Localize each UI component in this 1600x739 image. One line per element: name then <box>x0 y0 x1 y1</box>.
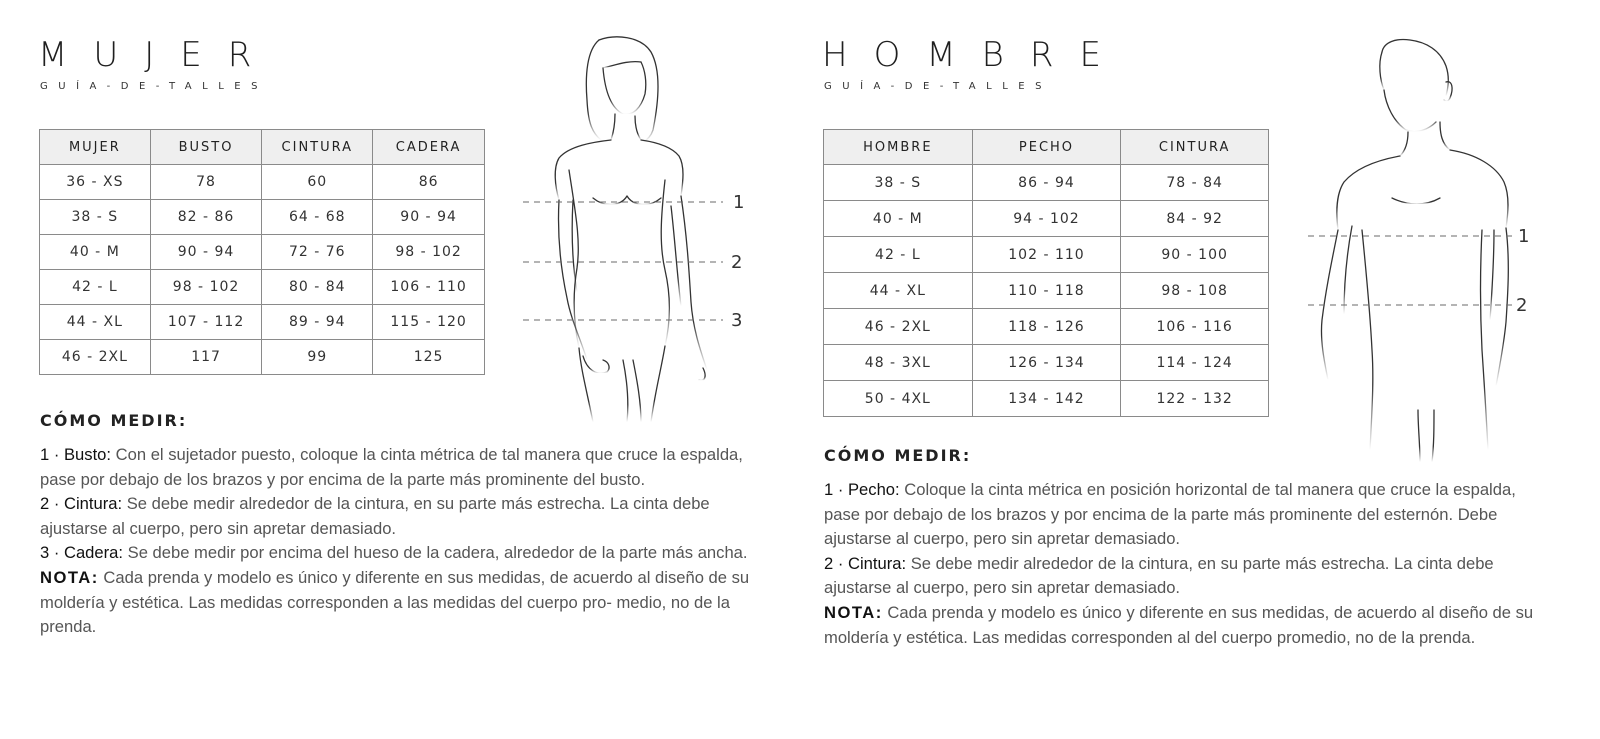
table-cell: 102 - 110 <box>972 237 1121 273</box>
table-cell: 89 - 94 <box>262 305 373 340</box>
marker-2: 2 <box>1516 295 1528 316</box>
table-cell: 114 - 124 <box>1121 345 1269 381</box>
table-row <box>40 200 485 235</box>
table-cell: 38 - S <box>824 165 973 201</box>
marker-1: 1 <box>1518 226 1530 247</box>
column-header: PECHO <box>972 130 1121 165</box>
table-cell: 115 - 120 <box>373 305 485 340</box>
table-cell: 98 - 108 <box>1121 273 1269 309</box>
mujer-subtitle: GUÍA-DE-TALLES <box>40 81 268 92</box>
note <box>824 601 1536 650</box>
hombre-how-title: CÓMO MEDIR: <box>824 446 972 465</box>
table-cell: 40 - M <box>40 235 151 270</box>
table-cell: 110 - 118 <box>972 273 1121 309</box>
table-cell: 122 - 132 <box>1121 381 1269 417</box>
column-header: BUSTO <box>150 130 262 165</box>
instruction-text: Con el sujetador puesto, coloque la cinta métrica de tal manera que cruce la espalda, pase por debajo de los brazos y por encima de la parte más prominente del busto. <box>40 445 743 489</box>
table-cell: 78 - 84 <box>1121 165 1269 201</box>
table-cell: 125 <box>373 340 485 375</box>
table-cell: 80 - 84 <box>262 270 373 305</box>
table-cell: 38 - S <box>40 200 151 235</box>
table-cell: 78 <box>150 165 262 200</box>
table-cell: 48 - 3XL <box>824 345 973 381</box>
table-header-row <box>824 130 1269 165</box>
table-row <box>824 237 1269 273</box>
male-body-figure <box>1300 30 1580 470</box>
female-body-figure <box>515 30 755 425</box>
table-header-row <box>40 130 485 165</box>
male-measure-lines <box>1308 236 1514 305</box>
instruction-chest <box>824 478 1536 552</box>
note-label: NOTA: <box>40 567 99 587</box>
table-cell: 86 <box>373 165 485 200</box>
table-cell: 40 - M <box>824 201 973 237</box>
table-row <box>824 381 1269 417</box>
table-cell: 46 - 2XL <box>824 309 973 345</box>
table-cell: 82 - 86 <box>150 200 262 235</box>
table-cell: 44 - XL <box>824 273 973 309</box>
table-row <box>40 340 485 375</box>
table-row <box>40 305 485 340</box>
column-header: HOMBRE <box>824 130 973 165</box>
mujer-instructions <box>40 443 752 640</box>
instruction-label: 1 · Busto: <box>40 445 112 464</box>
table-row <box>40 235 485 270</box>
instruction-waist <box>40 492 752 541</box>
marker-1: 1 <box>733 192 745 213</box>
instruction-label: 3 · Cadera: <box>40 543 124 563</box>
mujer-size-table <box>39 129 485 375</box>
note <box>40 566 752 640</box>
table-cell: 98 - 102 <box>373 235 485 270</box>
mujer-title: MUJER <box>38 35 278 75</box>
column-header: CINTURA <box>1121 130 1269 165</box>
table-cell: 117 <box>150 340 262 375</box>
instruction-waist <box>824 552 1536 601</box>
table-cell: 42 - L <box>824 237 973 273</box>
female-silhouette <box>555 37 707 422</box>
mujer-how-title: CÓMO MEDIR: <box>40 411 188 430</box>
note-text: Cada prenda y modelo es único y diferente en sus medidas, de acuerdo al diseño de su moldería y estética. Las medidas corresponden al del cuerpo promedio, no de la prenda. <box>824 602 1534 647</box>
instruction-label: 1 · Pecho: <box>824 480 900 499</box>
table-cell: 46 - 2XL <box>40 340 151 375</box>
table-cell: 134 - 142 <box>972 381 1121 417</box>
table-row <box>824 201 1269 237</box>
column-header: MUJER <box>40 130 151 165</box>
note-label: NOTA: <box>824 602 883 622</box>
marker-2: 2 <box>731 252 743 273</box>
table-cell: 36 - XS <box>40 165 151 200</box>
instruction-text: Se debe medir alrededor de la cintura, en su parte más estrecha. La cinta debe ajustarse al cuerpo, pero sin apretar demasiado. <box>824 553 1494 598</box>
table-cell: 50 - 4XL <box>824 381 973 417</box>
instruction-hip <box>40 541 752 566</box>
table-cell: 86 - 94 <box>972 165 1121 201</box>
column-header: CADERA <box>373 130 485 165</box>
female-measure-lines <box>523 202 723 320</box>
table-cell: 118 - 126 <box>972 309 1121 345</box>
table-cell: 90 - 94 <box>150 235 262 270</box>
table-cell: 72 - 76 <box>262 235 373 270</box>
table-cell: 84 - 92 <box>1121 201 1269 237</box>
table-row <box>40 165 485 200</box>
table-cell: 90 - 94 <box>373 200 485 235</box>
hombre-size-table <box>823 129 1269 417</box>
hombre-title: HOMBRE <box>822 35 1128 75</box>
table-cell: 99 <box>262 340 373 375</box>
table-cell: 60 <box>262 165 373 200</box>
male-silhouette <box>1321 40 1508 463</box>
table-cell: 106 - 110 <box>373 270 485 305</box>
table-cell: 126 - 134 <box>972 345 1121 381</box>
table-cell: 64 - 68 <box>262 200 373 235</box>
table-row <box>824 165 1269 201</box>
marker-3: 3 <box>731 310 743 331</box>
table-cell: 94 - 102 <box>972 201 1121 237</box>
table-cell: 106 - 116 <box>1121 309 1269 345</box>
table-row <box>40 270 485 305</box>
instruction-label: 2 · Cintura: <box>824 553 907 573</box>
table-cell: 90 - 100 <box>1121 237 1269 273</box>
table-cell: 98 - 102 <box>150 270 262 305</box>
table-cell: 42 - L <box>40 270 151 305</box>
table-row <box>824 309 1269 345</box>
note-text: Cada prenda y modelo es único y diferente en sus medidas, de acuerdo al diseño de su moldería y estética. Las medidas corresponden a las medidas del cuerpo pro- medio, no de la prenda. <box>40 567 750 637</box>
instruction-text: Se debe medir alrededor de la cintura, en su parte más estrecha. La cinta debe ajustarse al cuerpo, pero sin apretar demasiado. <box>40 494 710 538</box>
instruction-label: 2 · Cintura: <box>40 494 123 514</box>
hombre-subtitle: GUÍA-DE-TALLES <box>824 81 1052 92</box>
instruction-text: Coloque la cinta métrica en posición horizontal de tal manera que cruce la espalda, pase por debajo de los brazos y por encima de la parte más prominente del esternón. Debe ajustarse al cuerpo, pero sin apretar demasiado. <box>824 480 1516 549</box>
instruction-text: Se debe medir por encima del hueso de la cadera, alrededor de la parte más ancha. <box>123 543 748 563</box>
instruction-bust <box>40 443 752 492</box>
table-row <box>824 273 1269 309</box>
table-cell: 107 - 112 <box>150 305 262 340</box>
table-cell: 44 - XL <box>40 305 151 340</box>
table-row <box>824 345 1269 381</box>
column-header: CINTURA <box>262 130 373 165</box>
hombre-instructions <box>824 478 1536 650</box>
